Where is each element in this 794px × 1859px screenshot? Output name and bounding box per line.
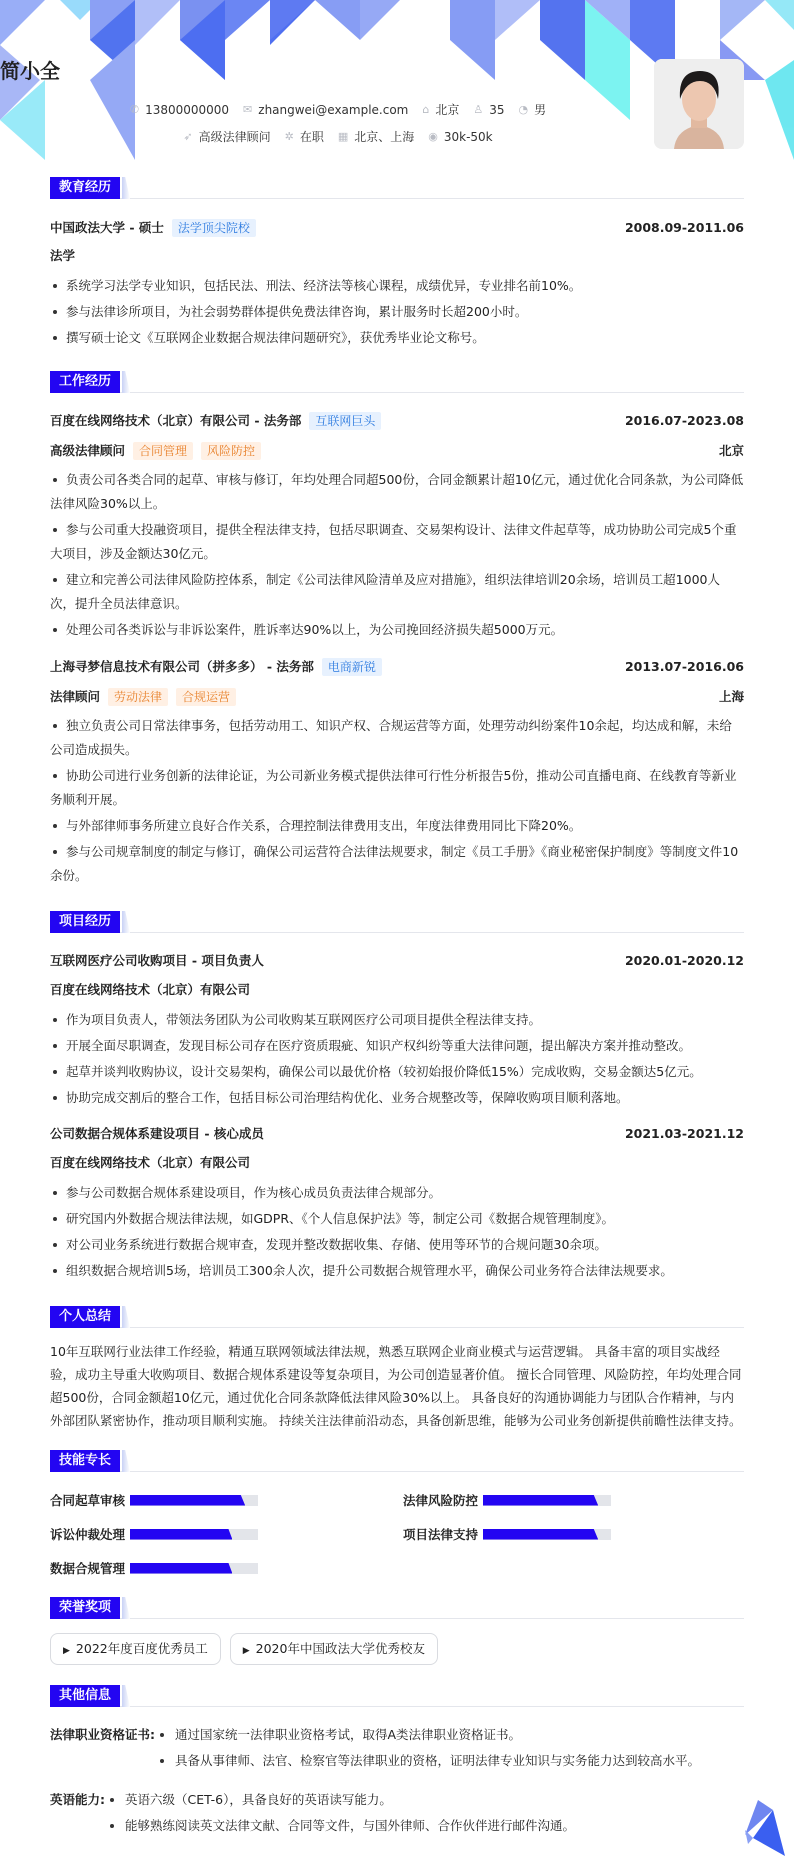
- send-icon: ➶: [183, 130, 193, 143]
- education-heading: [50, 218, 256, 238]
- contact-item: [130, 100, 229, 120]
- bullet-item: 对公司业务系统进行数据合规审查，发现并整改数据收集、存储、使用等环节的合规问题30余项。: [50, 1233, 744, 1257]
- section-title: [50, 1597, 744, 1619]
- skill-item: [403, 1524, 744, 1544]
- skill-name: 诉讼仲裁处理: [50, 1527, 126, 1542]
- bullet-item: 协助公司进行业务创新的法律论证，为公司新业务模式提供法律可行性分析报告5份，推动公司直播电商、在线教育等新业务顺利开展。: [50, 764, 744, 812]
- project-date: 2021.03-2021.12: [624, 1126, 744, 1141]
- contact-item: [519, 100, 547, 120]
- other-info-label: 英语能力:: [50, 1792, 105, 1807]
- role-name: 高级法律顾问: [50, 443, 126, 458]
- skills-grid: [50, 1490, 744, 1578]
- skill-bar-fill: [130, 1563, 232, 1574]
- section-title-label: 项目经历: [50, 911, 120, 933]
- contact-text: 男: [534, 103, 547, 117]
- section-title-label: 个人总结: [50, 1306, 120, 1328]
- contact-item: [473, 100, 504, 120]
- skill-bar-fill: [130, 1495, 245, 1506]
- company-name: 百度在线网络技术（北京）有限公司 - 法务部: [50, 413, 302, 428]
- section-title-label: 教育经历: [50, 177, 120, 199]
- skill-item: [403, 1490, 744, 1510]
- age-icon: ♙: [473, 103, 484, 116]
- section-title: [50, 177, 744, 199]
- bullet-item: 系统学习法学专业知识，包括民法、刑法、经济法等核心课程，成绩优异，专业排名前10%。: [50, 274, 744, 298]
- bullet-list: [50, 274, 744, 350]
- section-title-accent: [122, 1685, 130, 1707]
- role-heading: [50, 441, 261, 461]
- contact-line: [0, 100, 676, 120]
- project-row: [50, 1124, 744, 1144]
- other-info-bullets: [105, 1787, 575, 1839]
- major: 法学: [50, 248, 76, 263]
- corner-decoration-icon: [745, 1800, 785, 1856]
- bullet-item: 参与法律诊所项目，为社会弱势群体提供免费法律咨询，累计服务时长超200小时。: [50, 300, 744, 324]
- project-company: 百度在线网络技术（北京）有限公司: [50, 982, 251, 997]
- bullet-item: 负责公司各类合同的起草、审核与修订，年均处理合同超500份，合同金额累计超10亿元，通过优化合同条款，为公司降低法律风险30%以上。: [50, 468, 744, 516]
- section-title: [50, 371, 744, 393]
- skill-item: [50, 1558, 403, 1578]
- salary-icon: ◉: [428, 130, 438, 143]
- tag-badge: 风险防控: [201, 442, 261, 460]
- contact-text: 在职: [299, 130, 324, 144]
- contact-text: zhangwei@example.com: [258, 103, 409, 117]
- work-heading: [50, 657, 382, 677]
- other-info-row: [50, 1722, 744, 1774]
- section-title-accent: [122, 371, 130, 393]
- email-icon: ✉: [243, 103, 253, 116]
- section-title: [50, 1685, 744, 1707]
- triangle-right-icon: ▶: [242, 1646, 250, 1656]
- tag-badge: 互联网巨头: [309, 412, 381, 430]
- contact-text: 高级法律顾问: [198, 130, 271, 144]
- bullet-item: 研究国内外数据合规法律法规，如GDPR、《个人信息保护法》等，制定公司《数据合规管理制度》。: [50, 1207, 744, 1231]
- candidate-name: 简小全: [0, 59, 60, 83]
- school-name: 中国政法大学 - 硕士: [50, 220, 164, 235]
- status-icon: ✲: [284, 130, 294, 143]
- skill-bar: [130, 1563, 258, 1574]
- bullet-item: 与外部律师事务所建立良好合作关系，合理控制法律费用支出，年度法律费用同比下降20%。: [50, 814, 744, 838]
- tag-badge: 法学顶尖院校: [172, 219, 256, 237]
- role-row: [50, 687, 744, 707]
- project-company: 百度在线网络技术（北京）有限公司: [50, 1155, 251, 1170]
- section-title-accent: [122, 911, 130, 933]
- section-title-accent: [122, 1450, 130, 1472]
- bullet-list: [50, 468, 744, 642]
- section-title: [50, 1450, 744, 1472]
- summary-text: 10年互联网行业法律工作经验，精通互联网领域法律法规，熟悉互联网企业商业模式与运营逻辑。 具备丰富的项目实战经验，成功主导重大收购项目、数据合规体系建设等复杂项目，为公司创造显著价值。 擅长合同管理、风险防控，年均处理合同超500份，合同金额超10亿元，通过优化合同条款降低法律风险30%以上。 具备良好的沟通协调能力与团队合作精神，与内外部团队紧密协作，推动项目顺利实施。 持续关注法律前沿动态，具备创新思维，能够为公司业务创新提供前瞻性法律支持。: [50, 1344, 742, 1428]
- bullet-item: 建立和完善公司法律风险防控体系，制定《公司法律风险清单及应对措施》，组织法律培训20余场，培训员工超1000人次，提升全员法律意识。: [50, 568, 744, 616]
- bullet-item: 参与公司重大投融资项目，提供全程法律支持，包括尽职调查、交易架构设计、法律文件起草等，成功协助公司完成5个重大项目，涉及金额达30亿元。: [50, 518, 744, 566]
- tag-badge: 合规运营: [176, 688, 236, 706]
- role-name: 法律顾问: [50, 689, 101, 704]
- other-info-bullets: [155, 1722, 700, 1774]
- bullet-list: [50, 714, 744, 888]
- skill-bar-fill: [130, 1529, 232, 1540]
- work-date: 2016.07-2023.08: [624, 413, 744, 428]
- section-title-label: 荣誉奖项: [50, 1597, 120, 1619]
- role-row: [50, 441, 744, 461]
- bullet-item: 通过国家统一法律职业资格考试，取得A类法律职业资格证书。: [155, 1722, 700, 1748]
- section-title-accent: [122, 1597, 130, 1619]
- contact-item: [285, 127, 324, 147]
- work-date: 2013.07-2016.06: [624, 659, 744, 674]
- contact-text: 30k-50k: [443, 130, 493, 144]
- tag-badge: 合同管理: [133, 442, 193, 460]
- section-title-label: 其他信息: [50, 1685, 120, 1707]
- bullet-item: 英语六级（CET-6），具备良好的英语读写能力。: [105, 1787, 575, 1813]
- skill-bar: [483, 1529, 611, 1540]
- work-row: [50, 411, 744, 431]
- contact-item: [183, 127, 270, 147]
- honor-label: 2020年中国政法大学优秀校友: [255, 1641, 425, 1656]
- bullet-item: 协助完成交割后的整合工作，包括目标公司治理结构优化、业务合规整改等，保障收购项目顺利落地。: [50, 1086, 744, 1110]
- work-city: 上海: [718, 689, 744, 704]
- project-name: 公司数据合规体系建设项目 - 核心成员: [50, 1126, 264, 1141]
- bullet-item: 处理公司各类诉讼与非诉讼案件，胜诉率达90%以上，为公司挽回经济损失超5000万元。: [50, 618, 744, 642]
- section-title-accent: [122, 1306, 130, 1328]
- contact-item: [428, 127, 492, 147]
- skill-item: [50, 1524, 403, 1544]
- bullet-item: 作为项目负责人，带领法务团队为公司收购某互联网医疗公司项目提供全程法律支持。: [50, 1008, 744, 1032]
- honor-chip: [50, 1633, 221, 1665]
- project-name: 互联网医疗公司收购项目 - 项目负责人: [50, 953, 264, 968]
- honor-chip: [230, 1633, 438, 1665]
- bullet-item: 组织数据合规培训5场，培训员工300余人次，提升公司数据合规管理水平，确保公司业务符合法律法规要求。: [50, 1259, 744, 1283]
- home-icon: ⌂: [422, 103, 430, 116]
- skill-name: 法律风险防控: [403, 1493, 479, 1508]
- bullet-list: [50, 1181, 744, 1283]
- bullet-item: 起草并谈判收购协议，设计交易架构，确保公司以最优价格（较初始报价降低15%）完成收购，交易金额达5亿元。: [50, 1060, 744, 1084]
- bullet-item: 独立负责公司日常法律事务，包括劳动用工、知识产权、合规运营等方面，处理劳动纠纷案件10余起，均达成和解，未给公司造成损失。: [50, 714, 744, 762]
- skill-name: 数据合规管理: [50, 1561, 126, 1576]
- bullet-item: 参与公司规章制度的制定与修订，确保公司运营符合法律法规要求，制定《员工手册》《商业秘密保护制度》等制度文件10余份。: [50, 840, 744, 888]
- bullet-item: 开展全面尽职调查，发现目标公司存在医疗资质瑕疵、知识产权纠纷等重大法律问题，提出解决方案并推动整改。: [50, 1034, 744, 1058]
- skill-bar: [130, 1529, 258, 1540]
- contact-item: [243, 100, 408, 120]
- triangle-right-icon: ▶: [63, 1646, 70, 1656]
- tag-badge: 劳动法律: [108, 688, 168, 706]
- skill-item: [50, 1490, 403, 1510]
- education-row: [50, 218, 744, 238]
- skill-name: 项目法律支持: [403, 1527, 479, 1542]
- project-row: [50, 951, 744, 971]
- role-heading: [50, 687, 236, 707]
- bullet-list: [50, 1008, 744, 1110]
- contact-text: 13800000000: [145, 103, 230, 117]
- section-title-label: 工作经历: [50, 371, 120, 393]
- education-date: 2008.09-2011.06: [624, 220, 744, 235]
- contact-text: 北京、上海: [354, 130, 415, 144]
- tag-badge: 电商新锐: [322, 658, 382, 676]
- work-city: 北京: [718, 443, 744, 458]
- building-icon: ▦: [337, 130, 349, 143]
- skill-bar: [130, 1495, 258, 1506]
- bullet-item: 具备从事律师、法官、检察官等法律职业的资格，证明法律专业知识与实务能力达到较高水平。: [155, 1748, 700, 1774]
- work-heading: [50, 411, 381, 431]
- gender-icon: ◔: [518, 103, 529, 116]
- project-date: 2020.01-2020.12: [624, 953, 744, 968]
- job-intent-line: [0, 127, 676, 147]
- skill-bar-fill: [483, 1529, 598, 1540]
- honor-list: [50, 1633, 744, 1665]
- skill-bar: [483, 1495, 611, 1506]
- other-info-label: 法律职业资格证书:: [50, 1727, 155, 1742]
- bullet-item: 撰写硕士论文《互联网企业数据合规法律问题研究》，获优秀毕业论文称号。: [50, 326, 744, 350]
- work-row: [50, 657, 744, 677]
- phone-icon: ✆: [129, 103, 140, 116]
- bullet-item: 参与公司数据合规体系建设项目，作为核心成员负责法律合规部分。: [50, 1181, 744, 1205]
- skill-bar-fill: [483, 1495, 598, 1506]
- other-info-row: [50, 1787, 744, 1839]
- contact-item: [338, 127, 414, 147]
- contact-text: 北京: [435, 103, 460, 117]
- section-title: [50, 1306, 744, 1328]
- bullet-item: 能够熟练阅读英文法律文献、合同等文件，与国外律师、合作伙伴进行邮件沟通。: [105, 1813, 575, 1839]
- company-name: 上海寻梦信息技术有限公司（拼多多） - 法务部: [50, 659, 314, 674]
- honor-label: 2022年度百度优秀员工: [75, 1641, 208, 1656]
- section-title-accent: [122, 177, 130, 199]
- section-title: [50, 911, 744, 933]
- contact-text: 35: [489, 103, 505, 117]
- skill-name: 合同起草审核: [50, 1493, 126, 1508]
- avatar-icon: [654, 59, 744, 149]
- profile-photo: [654, 59, 744, 149]
- contact-item: [422, 100, 459, 120]
- section-title-label: 技能专长: [50, 1450, 120, 1472]
